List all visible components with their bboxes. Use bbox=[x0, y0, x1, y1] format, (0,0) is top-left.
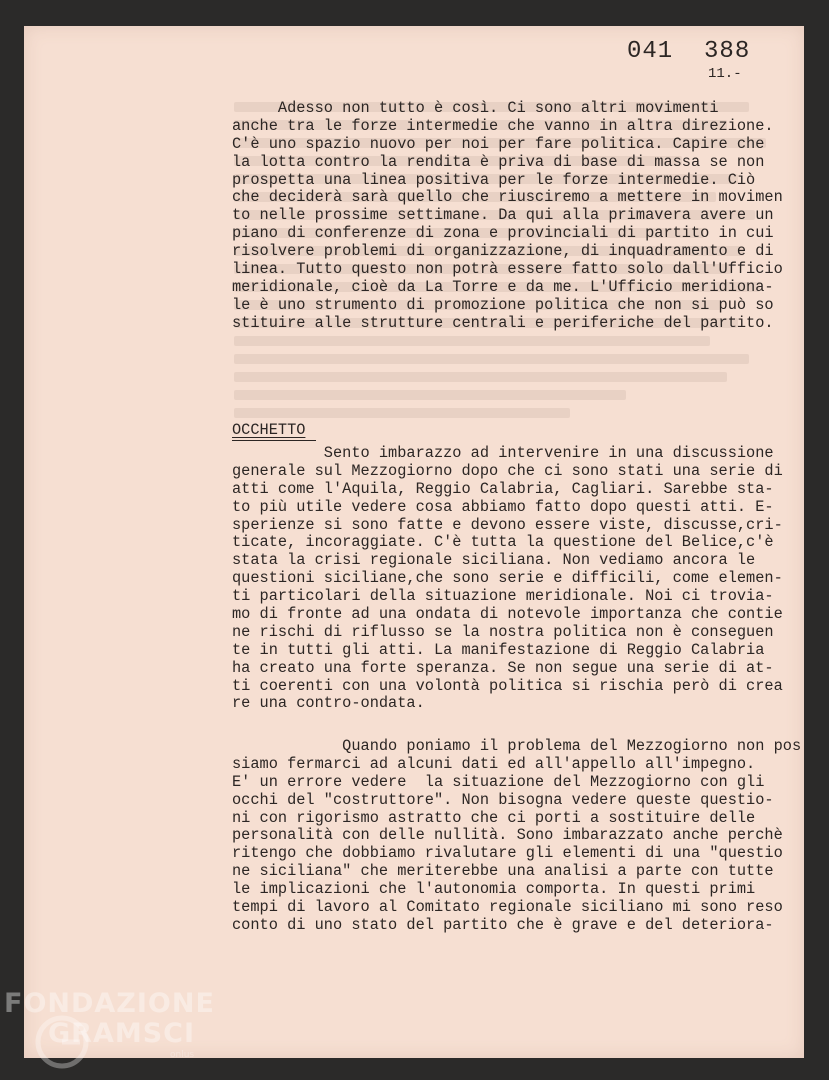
text-line: ti particolari della situazione meridionale. Noi ci trovia- bbox=[232, 587, 774, 606]
page-number: 11.- bbox=[708, 66, 742, 82]
paragraph-3 bbox=[232, 738, 800, 935]
text-line: E' un errore vedere la situazione del Mezzogiorno con gli bbox=[232, 772, 765, 791]
text-line: ritengo che dobbiamo rivalutare gli elementi di una "questio bbox=[232, 844, 783, 863]
speaker-underline bbox=[232, 440, 316, 441]
text-line: C'è uno spazio nuovo per noi per fare politica. Capire che bbox=[232, 134, 765, 153]
text-line: questioni siciliane,che sono serie e difficili, come elemen- bbox=[232, 569, 783, 588]
text-line: risolvere problemi di organizzazione, di inquadramento e di bbox=[232, 242, 774, 261]
text-line: re una contro-ondata. bbox=[232, 694, 425, 713]
text-line: to più utile vedere cosa abbiamo fatto dopo questi atti. E- bbox=[232, 497, 774, 516]
text-line: stituire alle strutture centrali e periferiche del partito. bbox=[232, 313, 774, 332]
text-line: personalità con delle nullità. Sono imbarazzato anche perchè bbox=[232, 826, 783, 845]
text-line: occhi del "costruttore". Non bisogna vedere queste questio- bbox=[232, 790, 774, 809]
text-line: ti coerenti con una volontà politica si rischia però di crea bbox=[232, 676, 783, 695]
text-line: tempi di lavoro al Comitato regionale siciliano mi sono reso bbox=[232, 898, 783, 917]
text-line: anche tra le forze intermedie che vanno in altra direzione. bbox=[232, 116, 774, 135]
text-line: piano di conferenze di zona e provinciali di partito in cui bbox=[232, 224, 774, 243]
text-line: prospetta una linea positiva per le forze intermedie. Ciò bbox=[232, 170, 756, 189]
text-line: to nelle prossime settimane. Da qui alla primavera avere un bbox=[232, 206, 774, 225]
text-line: ne rischi di riflusso se la nostra politica non è conseguen bbox=[232, 622, 774, 641]
fondazione-gramsci-watermark bbox=[4, 988, 214, 1078]
text-line: siamo fermarci ad alcuni dati ed all'appello all'impegno. bbox=[232, 754, 756, 773]
text-line: Quando poniamo il problema del Mezzogiorno non pos bbox=[232, 737, 802, 755]
watermark-line-1: FONDAZIONE bbox=[4, 988, 215, 1019]
typewritten-page bbox=[24, 26, 804, 1058]
paragraph-1 bbox=[232, 100, 800, 333]
speaker-heading: OCCHETTO bbox=[232, 421, 306, 439]
text-line: atti come l'Aquila, Reggio Calabria, Cagliari. Sarebbe sta- bbox=[232, 479, 774, 498]
text-line: mo di fronte ad una ondata di notevole importanza che contie bbox=[232, 605, 783, 624]
text-line: la lotta contro la rendita è priva di base di massa se non bbox=[232, 152, 765, 171]
paragraph-2 bbox=[232, 445, 800, 713]
watermark-line-2: GRAMSCI bbox=[48, 1018, 196, 1049]
text-line: Adesso non tutto è così. Ci sono altri movimenti bbox=[232, 99, 719, 117]
text-line: generale sul Mezzogiorno dopo che ci sono stati una serie di bbox=[232, 461, 783, 480]
text-line: te in tutti gli atti. La manifestazione di Reggio Calabria bbox=[232, 640, 765, 659]
text-line: le è uno strumento di promozione politica che non si può so bbox=[232, 295, 774, 314]
text-line: che deciderà sarà quello che riusciremo a mettere in movimen bbox=[232, 188, 783, 207]
text-line: sperienze si sono fatte e devono essere viste, discusse,cri- bbox=[232, 515, 783, 534]
text-line: ticate, incoraggiate. C'è tutta la questione del Belice,c'è bbox=[232, 533, 774, 552]
text-line: ha creato una forte speranza. Se non segue una serie di at- bbox=[232, 658, 774, 677]
text-line: Sento imbarazzo ad intervenire in una discussione bbox=[232, 444, 774, 462]
text-line: ne siciliana" che meriterebbe una analisi a parte con tutte bbox=[232, 862, 774, 881]
text-line: stata la crisi regionale siciliana. Non vediamo ancora le bbox=[232, 551, 756, 570]
archive-number: 041 388 bbox=[627, 38, 751, 65]
text-line: meridionale, cioè da La Torre e da me. L'Ufficio meridiona- bbox=[232, 277, 774, 296]
watermark-suffix: onlus bbox=[170, 1050, 195, 1060]
text-line: le implicazioni che l'autonomia comporta. In questi primi bbox=[232, 880, 756, 899]
text-line: conto di uno stato del partito che è grave e del deteriora- bbox=[232, 915, 774, 934]
text-line: ni con rigorismo astratto che ci porti a sostituire delle bbox=[232, 808, 756, 827]
text-line: linea. Tutto questo non potrà essere fatto solo dall'Ufficio bbox=[232, 260, 783, 279]
